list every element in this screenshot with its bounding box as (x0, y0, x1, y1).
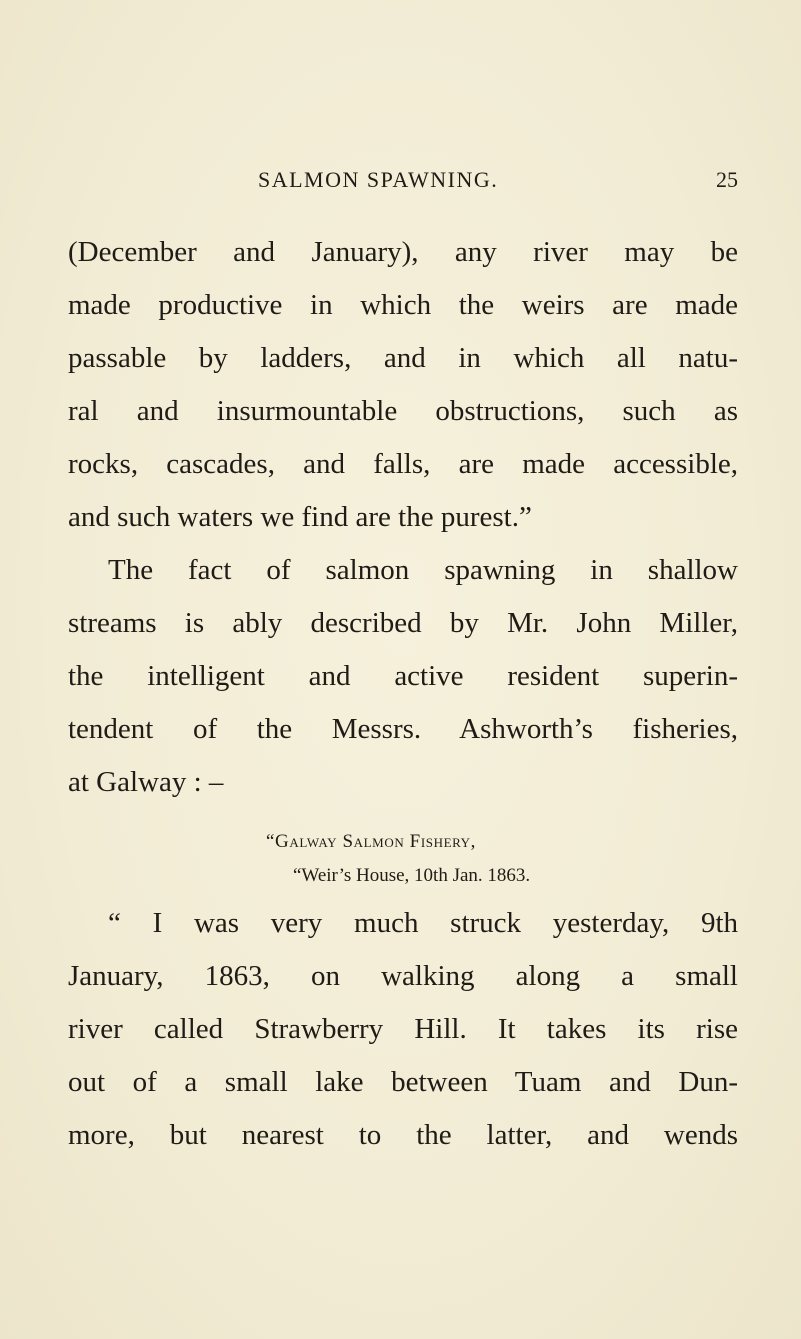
text-line: tendent of the Messrs. Ashworth’s fisheries, (68, 713, 738, 745)
text-line: and such waters we find are the purest.” (68, 501, 532, 533)
text-line: “ I was very much struck yesterday, 9th (108, 907, 738, 939)
text-line: out of a small lake between Tuam and Dun- (68, 1066, 738, 1098)
text-line: streams is ably described by Mr. John Miller, (68, 607, 738, 639)
text-line: more, but nearest to the latter, and wends (68, 1119, 738, 1151)
page-body (68, 226, 738, 1162)
text-line: river called Strawberry Hill. It takes its rise (68, 1013, 738, 1045)
paragraph-continuation (68, 226, 738, 544)
text-line: at Galway : – (68, 766, 224, 798)
letter-date: “Weir’s House, 10th Jan. 1863. (293, 865, 531, 886)
page-header (0, 167, 801, 197)
letter-sender: “Galway Salmon Fishery, (266, 831, 477, 852)
text-line: passable by ladders, and in which all natu- (68, 342, 738, 374)
paragraph-salmon-spawning (68, 544, 738, 809)
text-line: January, 1863, on walking along a small (68, 960, 738, 992)
text-line: rocks, cascades, and falls, are made accessible, (68, 448, 738, 480)
text-line: made productive in which the weirs are made (68, 289, 738, 321)
page-number: 25 (716, 167, 738, 192)
text-line: ral and insurmountable obstructions, such as (68, 395, 738, 427)
letter-heading (68, 825, 738, 893)
running-title: SALMON SPAWNING. (258, 167, 499, 192)
paragraph-letter-quote (68, 897, 738, 1162)
text-line: (December and January), any river may be (68, 236, 738, 268)
text-line: The fact of salmon spawning in shallow (108, 554, 738, 586)
text-line: the intelligent and active resident superin- (68, 660, 738, 692)
